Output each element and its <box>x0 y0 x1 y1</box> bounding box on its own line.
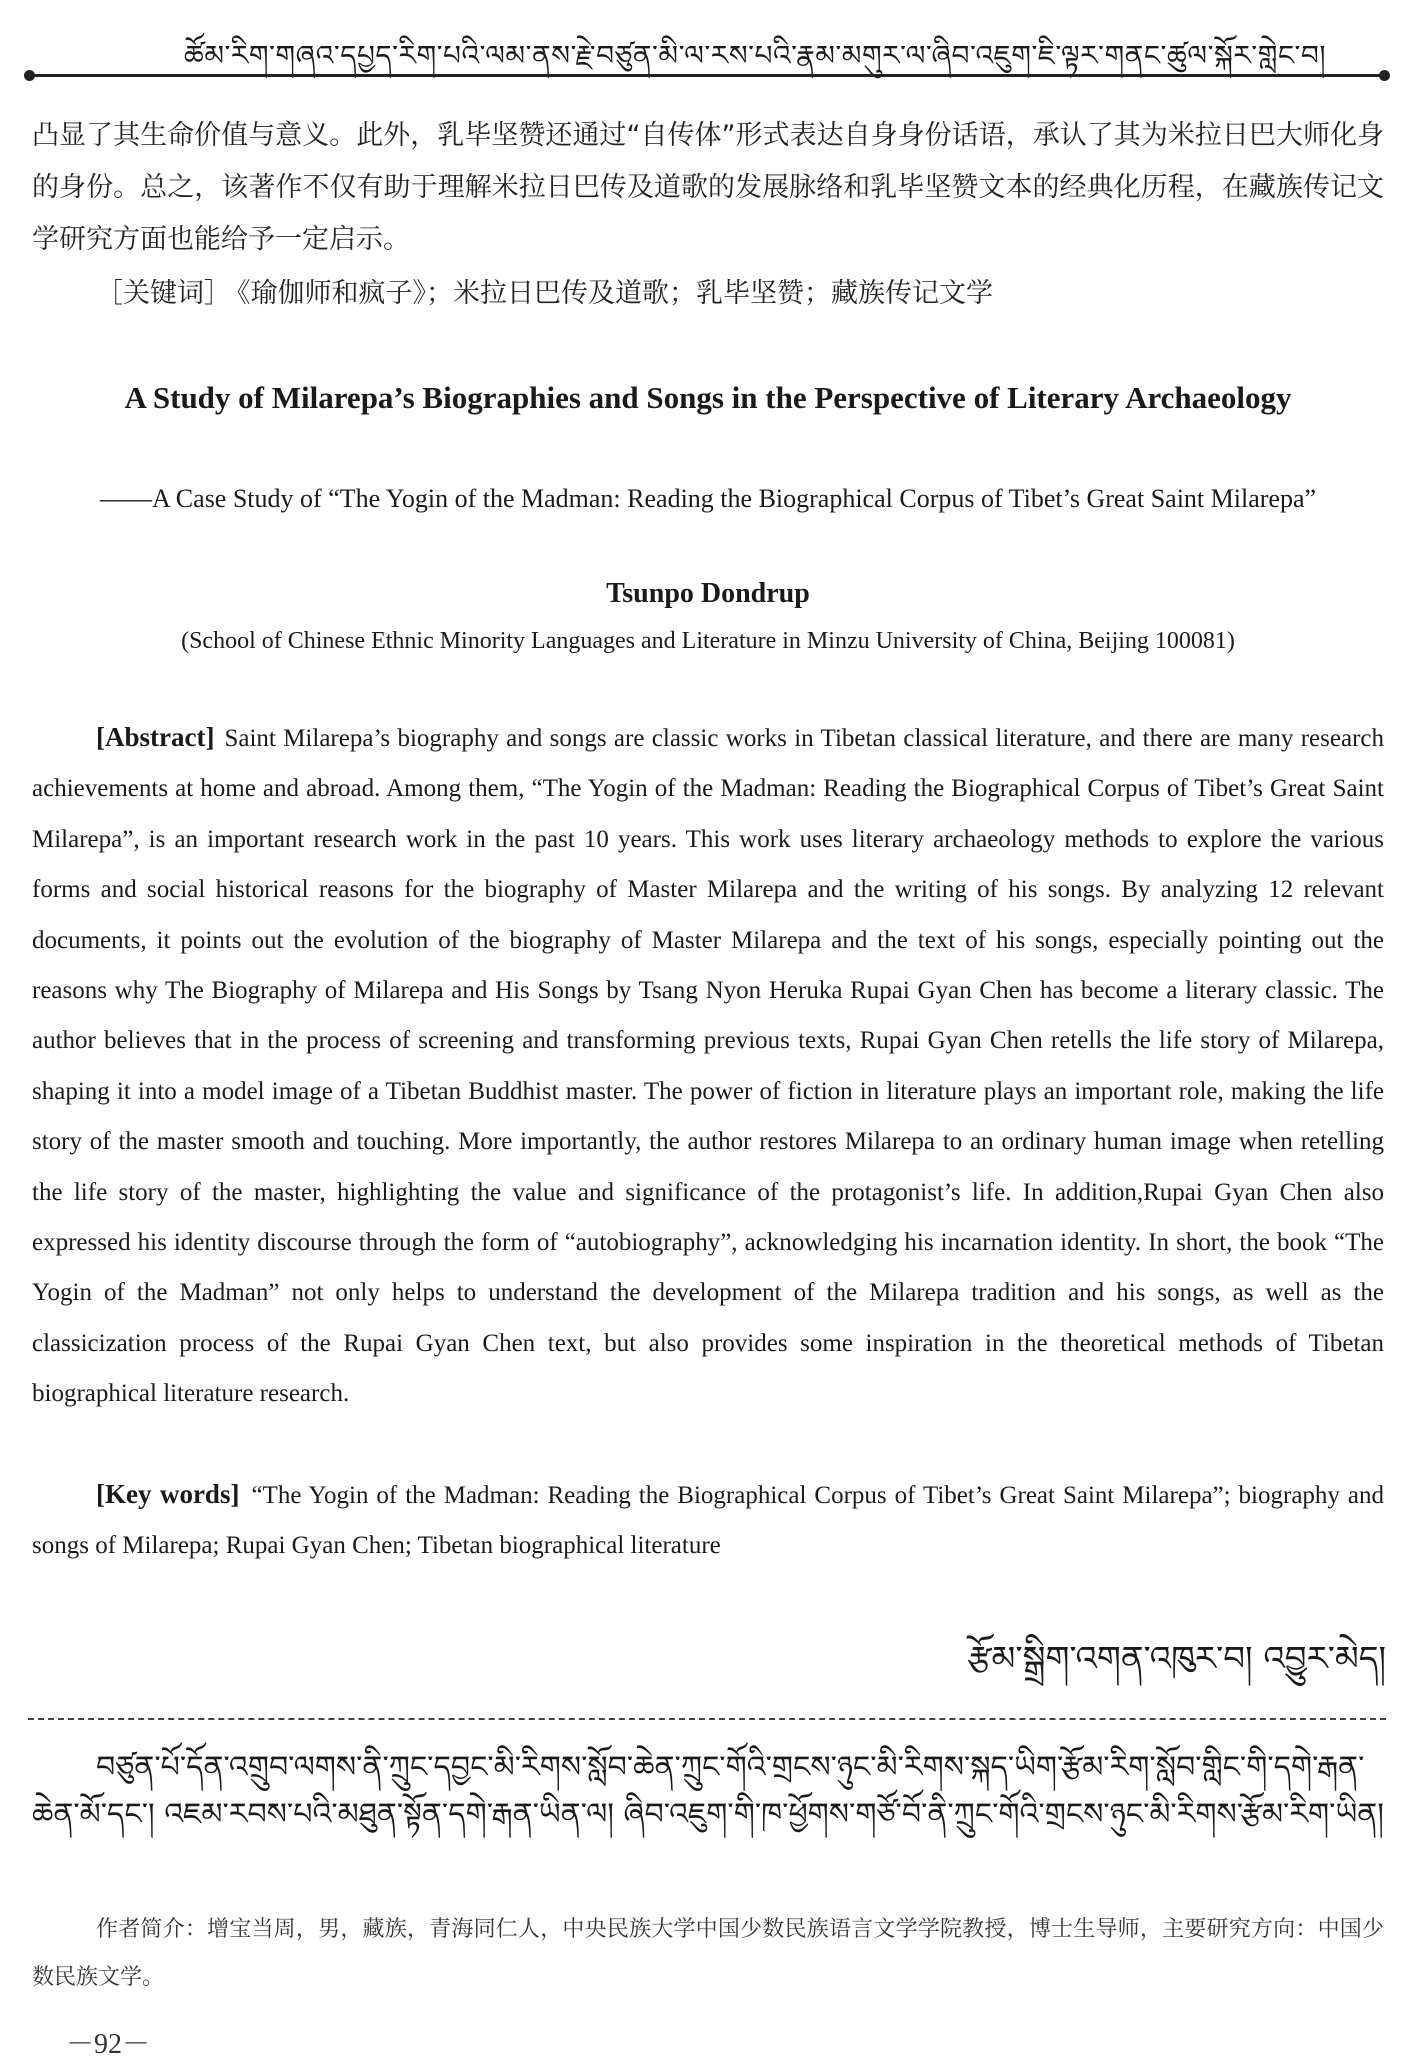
author-affiliation: (School of Chinese Ethnic Minority Languages and Literature in Minzu University of China, Beijing 100081) <box>181 628 1235 654</box>
tibetan-author-note: བཙུན་པོ་དོན་འགྲུབ་ལགས་ནི་ཀྲུང་དབྱང་མི་རིགས་སློབ་ཆེན་ཀྲུང་གོའི་གྲངས་ཉུང་མི་རིགས་སྐད་ཡིག་རྩོམ་རིག་སློབ་གླིང་གི་དགེ་རྒན་ཆེན་མོ་དང་། འཇམ་རབས་པའི་མཐུན་སྟོན་དགེ་རྒན་ཡིན་ལ། ཞིབ་འཇུག་གི་ཁ་ཕྱོགས་གཙོ་བོ་ནི་ཀྲུང་གོའི་གྲངས་ཉུང་མི་རིགས་རྩོམ་རིག་ཡིན། <box>32 1750 1384 1832</box>
english-keywords <box>32 1469 1384 1572</box>
page-number: －92－ <box>66 2029 151 2060</box>
chinese-keywords <box>96 268 1386 320</box>
keywords-label: [Key words] <box>96 1479 240 1509</box>
running-header-title: ཚོམ་རིག་གཞའ་དཔྱད་རིག་པའི་ལམ་ནས་རྗེ་བཙུན་མི་ལ་རས་པའི་རྣམ་མགུར་ལ་ཞིབ་འཇུག་ཇི་ལྟར་གནང་ཚུལ་སྐོར་གླེང་བ། <box>183 39 1327 72</box>
header-rule <box>28 74 1386 77</box>
chinese-keywords-text: 《瑜伽师和疯子》；米拉日巴传及道歌；乳毕坚赞；藏族传记文学 <box>237 278 993 309</box>
abstract-text: Saint Milarepa’s biography and songs are classic works in Tibetan classical literature, and there are many research achievements at home and abroad. Among them, “The Yogin of the Madman: Reading the Biographical Corpus of Tibet’s Great Saint Milarepa”, is an important research work in the past 10 years. This work uses literary archaeology methods to explore the various forms and social historical reasons for the biography of Master Milarepa and the writing of his songs. By analyzing 12 relevant documents, it points out the evolution of the biography of Master Milarepa and the text of his songs, especially pointing out the reasons why The Biography of Milarepa and His Songs by Tsang Nyon Heruka Rupai Gyan Chen has become a literary classic. The author believes that in the process of screening and transforming previous texts, Rupai Gyan Chen retells the life story of Milarepa, shaping it into a model image of a Tibetan Buddhist master. The power of fiction in literature plays an important role, making the life story of the master smooth and touching. More importantly, the author restores Milarepa to an ordinary human image when retelling the life story of the master, highlighting the value and significance of the protagonist’s life. In addition,Rupai Gyan Chen also expressed his identity discourse through the form of “autobiography”, acknowledging his incarnation identity. In short, the book “The Yogin of the Madman” not only helps to understand the development of the Milarepa tradition and his songs, as well as the classicization process of the Rupai Gyan Chen text, but also provides some inspiration in the theoretical methods of Tibetan biographical literature research. <box>32 725 1384 1408</box>
chinese-abstract-continuation: 凸显了其生命价值与意义。此外，乳毕坚赞还通过“自传体”形式表达自身身份话语，承认了其为米拉日巴大师化身的身份。总之，该著作不仅有助于理解米拉日巴传及道歌的发展脉络和乳毕坚赞文本的经典化历程，在藏族传记文学研究方面也能给予一定启示。 <box>32 120 1384 255</box>
english-abstract <box>32 712 1384 1420</box>
abstract-label: [Abstract] <box>96 722 215 752</box>
chinese-keywords-label: ［关键词］ <box>96 278 231 309</box>
dashed-divider <box>28 1718 1386 1720</box>
tibetan-editor-line: རྩོམ་སྒྲིག་འགན་འཁུར་བ། འབྱུར་མེད། <box>967 1639 1386 1679</box>
chinese-author-bio: 作者简介：增宝当周，男，藏族，青海同仁人，中央民族大学中国少数民族语言文学学院教授，博士生导师，主要研究方向：中国少数民族文学。 <box>32 1917 1384 1990</box>
keywords-text: “The Yogin of the Madman: Reading the Biographical Corpus of Tibet’s Great Saint Milarepa”; biography and songs of Milarepa; Rupai Gyan Chen; Tibetan biographical literature <box>32 1482 1384 1560</box>
english-subtitle: ——A Case Study of “The Yogin of the Madman: Reading the Biographical Corpus of Tibet’s Great Saint Milarepa” <box>99 484 1317 513</box>
english-title: A Study of Milarepa’s Biographies and Songs in the Perspective of Literary Archaeology <box>124 380 1292 415</box>
author-name: Tsunpo Dondrup <box>606 578 810 609</box>
